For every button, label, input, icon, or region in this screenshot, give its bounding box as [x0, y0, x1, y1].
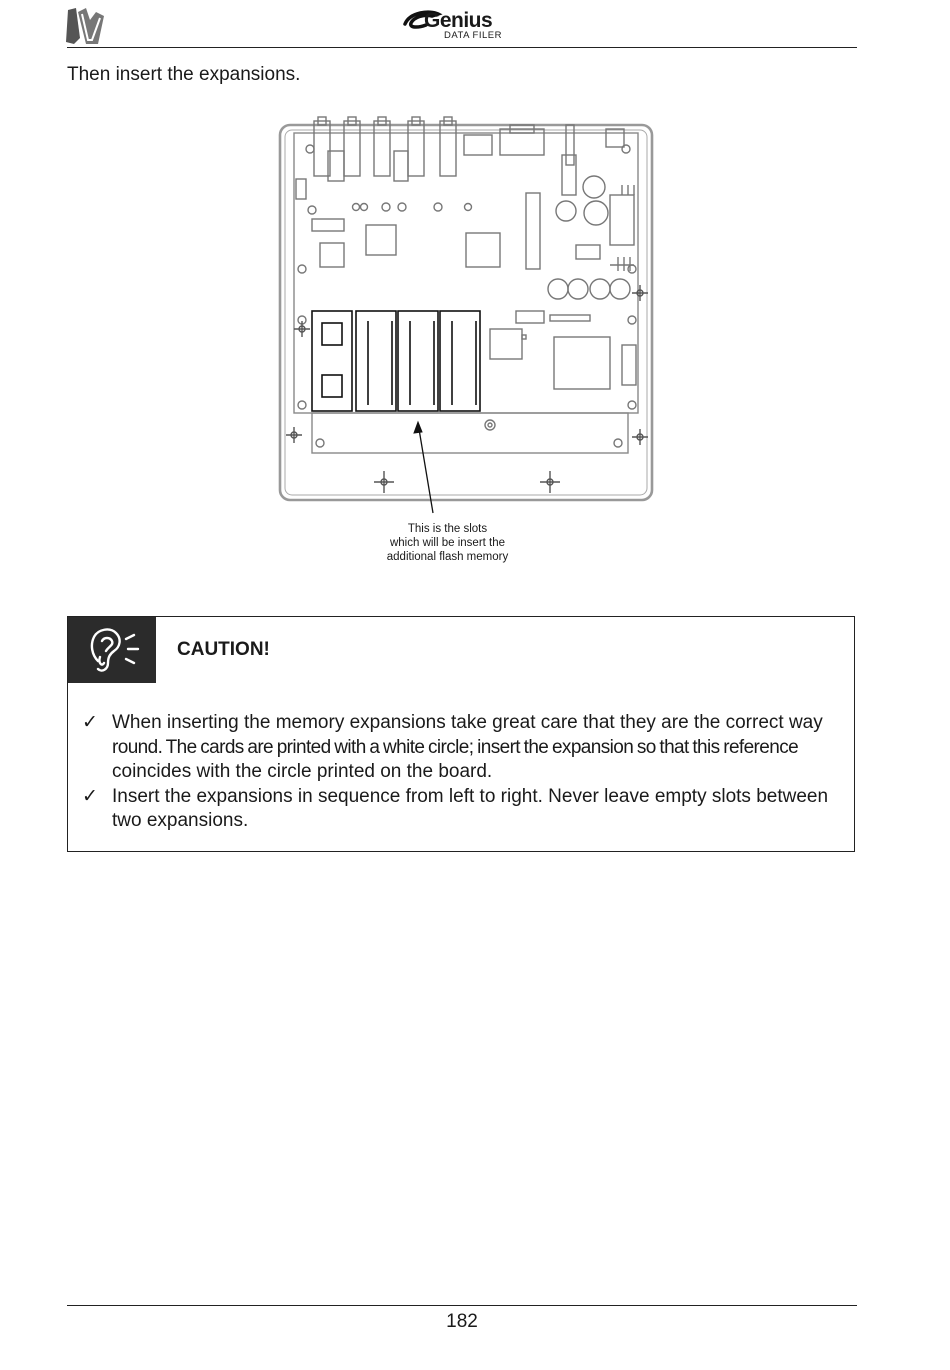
intro-text: Then insert the expansions.: [67, 64, 301, 85]
item-line: Insert the expansions in sequence from left to right. Never leave empty slots between: [112, 785, 829, 807]
list-item: [82, 711, 844, 785]
item-line: two expansions.: [112, 810, 249, 831]
caution-box: [67, 616, 855, 852]
header-divider: [67, 47, 857, 48]
page-number: 182: [446, 1311, 478, 1332]
slot-callout: [360, 522, 535, 564]
check-mark-icon: ✓: [82, 712, 98, 733]
item-line: round. The cards are printed with a white circle; insert the expansion so that this reference: [112, 736, 799, 758]
caution-list: [82, 711, 844, 834]
brand-name: Genius: [424, 9, 493, 32]
caution-title: CAUTION!: [177, 639, 270, 660]
callout-line: additional flash memory: [386, 551, 509, 563]
circuit-board-diagram: [270, 115, 670, 530]
footer-divider: [67, 1305, 857, 1306]
caution-ear-icon: [68, 617, 156, 683]
check-mark-icon: ✓: [82, 785, 98, 807]
callout-line: This is the slots: [407, 523, 488, 535]
manufacturer-logo-icon: [64, 4, 106, 46]
genius-brand-logo: [402, 6, 514, 42]
list-item: [82, 785, 844, 834]
callout-line: which will be insert the: [389, 537, 506, 549]
item-line: coincides with the circle printed on the board.: [112, 761, 493, 782]
item-line: When inserting the memory expansions take great care that they are the correct way: [112, 712, 823, 733]
brand-subtitle: DATA FILER: [444, 30, 502, 41]
